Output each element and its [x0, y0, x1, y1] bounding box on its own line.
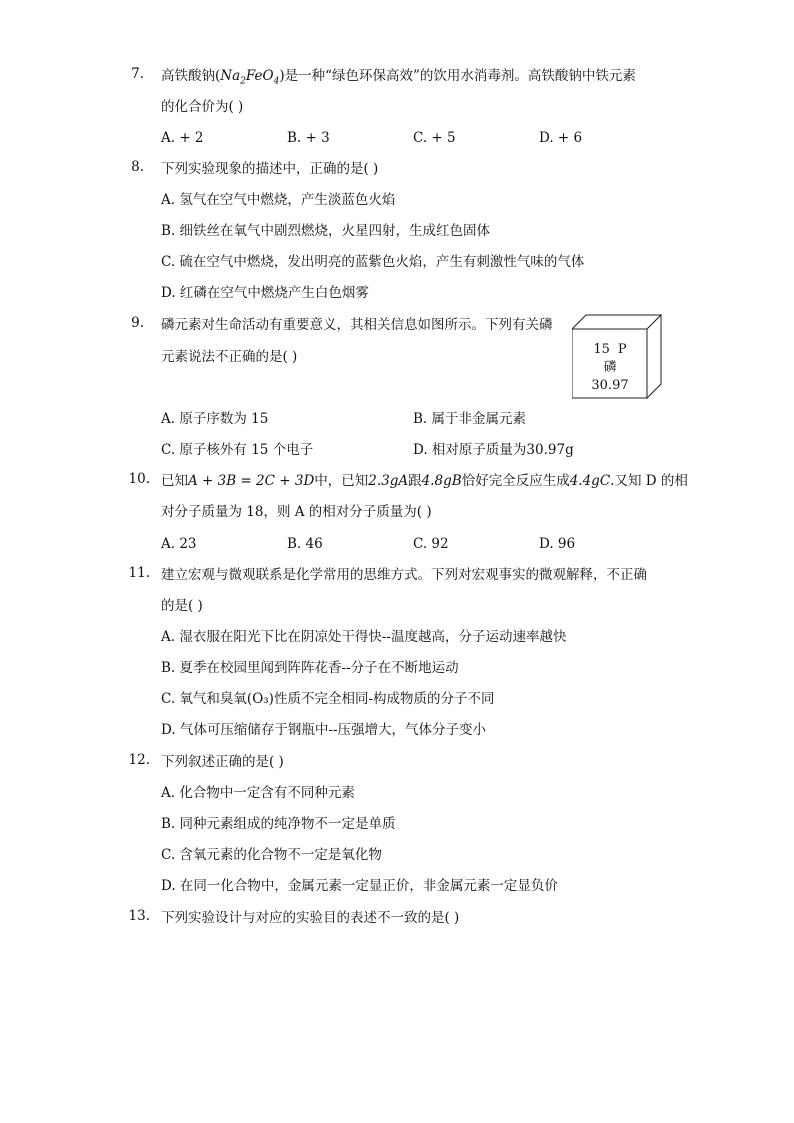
element-mass: 30.97	[591, 378, 629, 393]
question-number: 7.	[131, 66, 144, 82]
option-d[interactable]: D. 在同一化合物中，金属元素一定显正价，非金属元素一定显负价	[161, 878, 558, 894]
option-c[interactable]: C. 原子核外有 15 个电子	[161, 442, 314, 458]
question-stem-cont: 的是( )	[161, 598, 203, 614]
question-stem: 下列实验设计与对应的实验目的表述不一致的是( )	[161, 910, 460, 926]
question-number: 12.	[128, 752, 150, 768]
equation: A + 3B = 2C + 3D	[188, 473, 315, 489]
question-stem: 下列实验现象的描述中，正确的是( )	[161, 161, 379, 177]
option-b[interactable]: B. 夏季在校园里闻到阵阵花香--分子在不断地运动	[161, 660, 459, 676]
question-stem: 已知A + 3B = 2C + 3D中，已知2.3gA跟4.8gB恰好完全反应生成4.4gC.又知 D 的相	[161, 473, 688, 489]
option-d[interactable]: D. 相对原子质量为30.97g	[413, 442, 574, 458]
option-a[interactable]: A. 23	[161, 536, 197, 552]
option-c[interactable]: C. 92	[413, 536, 449, 552]
question-stem: 下列叙述正确的是( )	[161, 754, 284, 770]
option-a[interactable]: A. 原子序数为 15	[161, 411, 269, 427]
option-d[interactable]: D. 96	[539, 536, 576, 552]
option-a[interactable]: A. 化合物中一定含有不同种元素	[161, 785, 355, 801]
option-b[interactable]: B. 46	[287, 536, 323, 552]
question-number: 11.	[128, 565, 150, 581]
option-b[interactable]: B. 属于非金属元素	[413, 411, 527, 427]
question-number: 10.	[128, 471, 150, 487]
option-b[interactable]: B. 同种元素组成的纯净物不一定是单质	[161, 816, 396, 832]
option-d[interactable]: D. 红磷在空气中燃烧产生白色烟雾	[161, 285, 369, 301]
formula: $Na_2FeO_4$	[220, 68, 280, 87]
option-a[interactable]: A. + 2	[161, 130, 204, 146]
question-stem-cont: 的化合价为( )	[161, 99, 244, 115]
option-a[interactable]: A. 氢气在空气中燃烧，产生淡蓝色火焰	[161, 192, 396, 208]
question-stem: 建立宏观与微观联系是化学常用的思维方式。下列对宏观事实的微观解释，不正确	[161, 567, 647, 583]
element-name: 磷	[603, 360, 617, 375]
option-d[interactable]: D. 气体可压缩储存于钢瓶中--压强增大，气体分子变小	[161, 722, 487, 738]
option-a[interactable]: A. 湿衣服在阳光下比在阴凉处干得快--温度越高，分子运动速率越快	[161, 629, 567, 645]
question-stem: 磷元素对生命活动有重要意义，其相关信息如图所示。下列有关磷	[161, 317, 553, 333]
option-c[interactable]: C. 氧气和臭氧(O₃)性质不完全相同-构成物质的分子不同	[161, 691, 495, 707]
option-c[interactable]: C. 硫在空气中燃烧，发出明亮的蓝紫色火焰，产生有刺激性气味的气体	[161, 254, 585, 270]
question-stem-cont: 元素说法不正确的是( )	[161, 349, 298, 365]
question-number: 13.	[128, 908, 150, 924]
question-number: 9.	[131, 315, 144, 331]
option-b[interactable]: B. 细铁丝在氧气中剧烈燃烧，火星四射，生成红色固体	[161, 223, 491, 239]
option-c[interactable]: C. + 5	[413, 130, 456, 146]
element-card-graphic	[572, 314, 662, 402]
option-b[interactable]: B. + 3	[287, 130, 330, 146]
question-stem: 高铁酸钠$(Na_2FeO_4)$是一种“绿色环保高效”的饮用水消毒剂。高铁酸钠中铁元素	[161, 68, 636, 87]
element-number-symbol: 15 P	[593, 342, 627, 357]
option-d[interactable]: D. + 6	[539, 130, 583, 146]
element-card-phosphorus	[572, 314, 662, 402]
option-c[interactable]: C. 含氧元素的化合物不一定是氧化物	[161, 847, 382, 863]
question-number: 8.	[131, 159, 144, 175]
question-stem-cont: 对分子质量为 18，则 A 的相对分子质量为( )	[161, 504, 432, 520]
